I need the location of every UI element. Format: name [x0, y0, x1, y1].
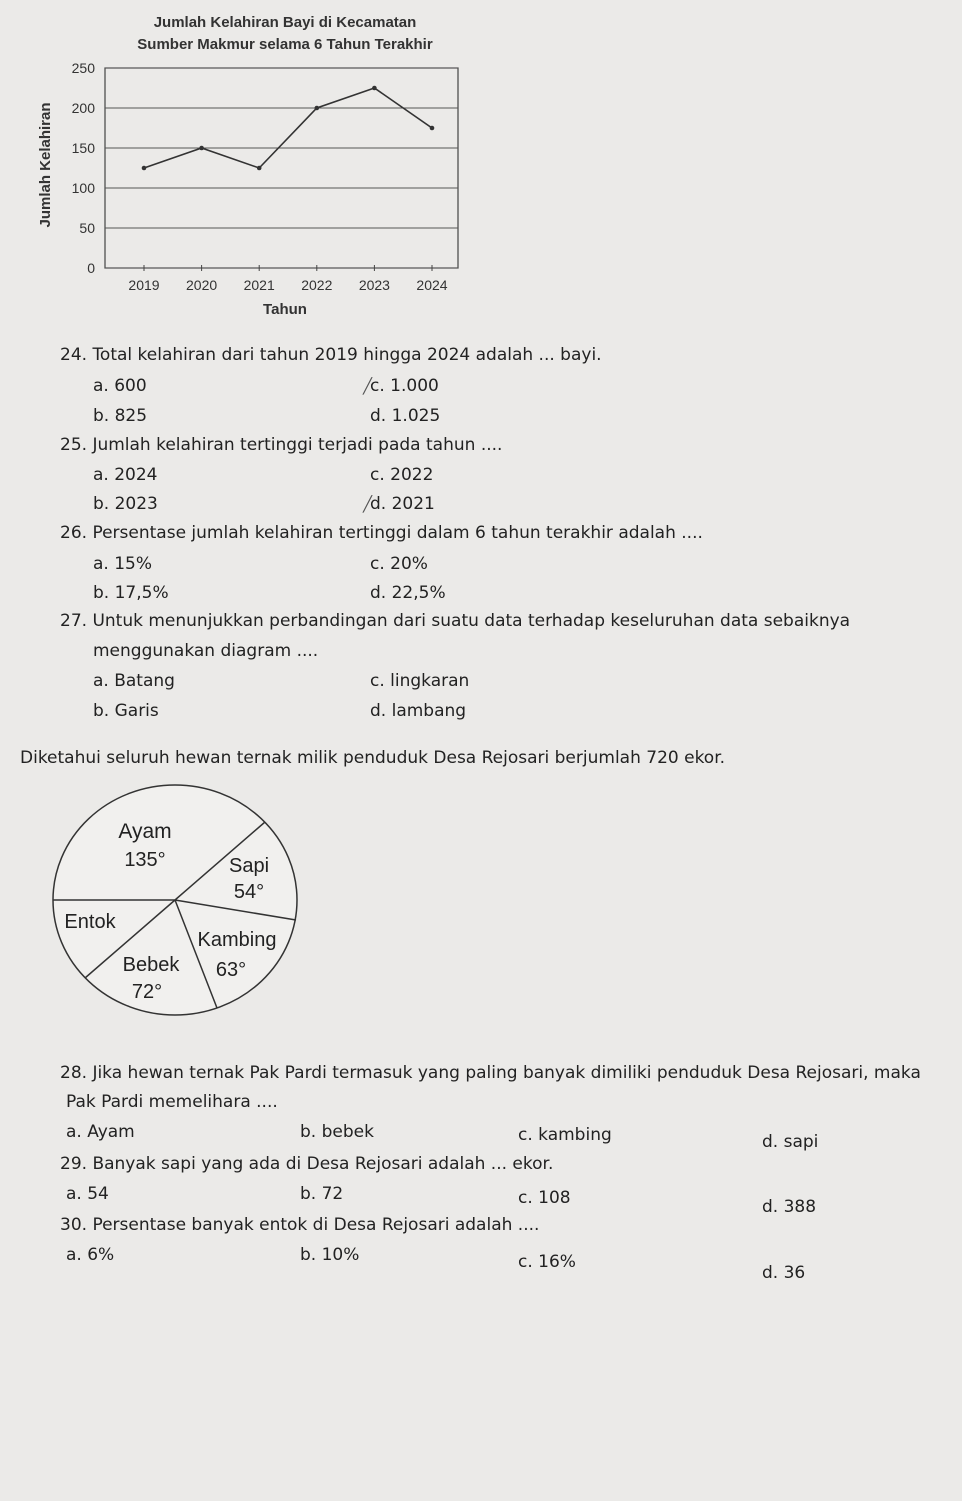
data-point — [257, 166, 262, 171]
option-28c[interactable]: c. kambing — [518, 1125, 612, 1145]
question-24: 24. Total kelahiran dari tahun 2019 hingga 2024 adalah ... bayi. — [60, 345, 602, 365]
slice-label-kambing: Kambing — [197, 929, 277, 951]
option-29d[interactable]: d. 388 — [762, 1197, 817, 1217]
slice-angle-bebek: 72° — [131, 981, 163, 1003]
x-tick-label: 2022 — [301, 277, 333, 293]
x-tick-label: 2020 — [186, 277, 218, 293]
option-24b[interactable]: b. 825 — [93, 406, 148, 426]
option-27a[interactable]: a. Batang — [93, 671, 175, 691]
option-24a[interactable]: a. 600 — [93, 376, 147, 396]
question-29: 29. Banyak sapi yang ada di Desa Rejosari adalah ... ekor. — [60, 1154, 554, 1174]
option-30a[interactable]: a. 6% — [66, 1245, 115, 1265]
line-chart — [0, 0, 520, 330]
option-25b[interactable]: b. 2023 — [93, 494, 158, 514]
data-point — [199, 146, 204, 151]
option-29b[interactable]: b. 72 — [300, 1184, 344, 1204]
question-27-cont: menggunakan diagram .... — [93, 641, 319, 661]
y-tick-label: 200 — [71, 100, 95, 116]
option-27b[interactable]: b. Garis — [93, 701, 159, 721]
option-30b[interactable]: b. 10% — [300, 1245, 360, 1265]
option-25a[interactable]: a. 2024 — [93, 465, 158, 485]
option-26a[interactable]: a. 15% — [93, 554, 153, 574]
x-tick-label: 2023 — [358, 277, 390, 293]
question-28: 28. Jika hewan ternak Pak Pardi termasuk yang paling banyak dimiliki penduduk Desa Rejosari, maka — [60, 1063, 921, 1083]
question-30: 30. Persentase banyak entok di Desa Rejosari adalah .... — [60, 1215, 540, 1235]
option-26c[interactable]: c. 20% — [370, 554, 428, 574]
y-tick-label: 150 — [71, 140, 95, 156]
option-30d[interactable]: d. 36 — [762, 1263, 806, 1283]
plot-frame — [105, 68, 458, 268]
data-point — [142, 166, 147, 171]
option-28a[interactable]: a. Ayam — [66, 1122, 135, 1142]
slice-label-ayam: Ayam — [118, 820, 172, 843]
x-tick-label: 2024 — [416, 277, 448, 293]
line-series — [144, 88, 432, 168]
y-tick-label: 250 — [71, 60, 95, 76]
question-25: 25. Jumlah kelahiran tertinggi terjadi pada tahun .... — [60, 435, 503, 455]
slice-label-bebek: Bebek — [122, 954, 180, 976]
option-24d[interactable]: d. 1.025 — [370, 406, 441, 426]
slice-angle-kambing: 63° — [215, 959, 247, 981]
x-tick-label: 2019 — [128, 277, 160, 293]
slice-angle-ayam: 135° — [124, 849, 166, 871]
y-tick-label: 0 — [87, 260, 95, 276]
question-28-cont: Pak Pardi memelihara .... — [66, 1092, 278, 1112]
option-26d[interactable]: d. 22,5% — [370, 583, 446, 603]
x-tick-label: 2021 — [243, 277, 275, 293]
question-26: 26. Persentase jumlah kelahiran tertinggi dalam 6 tahun terakhir adalah .... — [60, 523, 703, 543]
slice-angle-sapi: 54° — [233, 881, 265, 903]
y-tick-label: 50 — [79, 220, 95, 236]
option-28d[interactable]: d. sapi — [762, 1132, 819, 1152]
y-axis-label: Jumlah Kelahiran — [37, 102, 54, 228]
pie-chart — [30, 775, 320, 1030]
x-axis-label: Tahun — [263, 301, 307, 318]
data-point — [372, 86, 377, 91]
option-29a[interactable]: a. 54 — [66, 1184, 109, 1204]
line-chart-subtitle: Sumber Makmur selama 6 Tahun Terakhir — [137, 36, 433, 53]
slice-label-sapi: Sapi — [228, 855, 270, 877]
option-28b[interactable]: b. bebek — [300, 1122, 374, 1142]
option-30c[interactable]: c. 16% — [518, 1252, 576, 1272]
data-point — [315, 106, 320, 111]
option-26b[interactable]: b. 17,5% — [93, 583, 169, 603]
slice-label-entok: Entok — [64, 911, 116, 933]
question-27: 27. Untuk menunjukkan perbandingan dari suatu data terhadap keseluruhan data sebaiknya — [60, 611, 851, 631]
check-mark-icon: ╱ — [363, 377, 373, 395]
line-chart-title: Jumlah Kelahiran Bayi di Kecamatan — [153, 14, 417, 31]
y-tick-label: 100 — [71, 180, 95, 196]
option-25d[interactable]: d. 2021 — [370, 494, 435, 514]
option-29c[interactable]: c. 108 — [518, 1188, 571, 1208]
data-point — [430, 126, 435, 131]
intro-text: Diketahui seluruh hewan ternak milik penduduk Desa Rejosari berjumlah 720 ekor. — [20, 748, 726, 768]
option-24c[interactable]: c. 1.000 — [370, 376, 439, 396]
check-mark-icon: ╱ — [363, 495, 373, 513]
option-27c[interactable]: c. lingkaran — [370, 671, 470, 691]
option-25c[interactable]: c. 2022 — [370, 465, 434, 485]
option-27d[interactable]: d. lambang — [370, 701, 467, 721]
